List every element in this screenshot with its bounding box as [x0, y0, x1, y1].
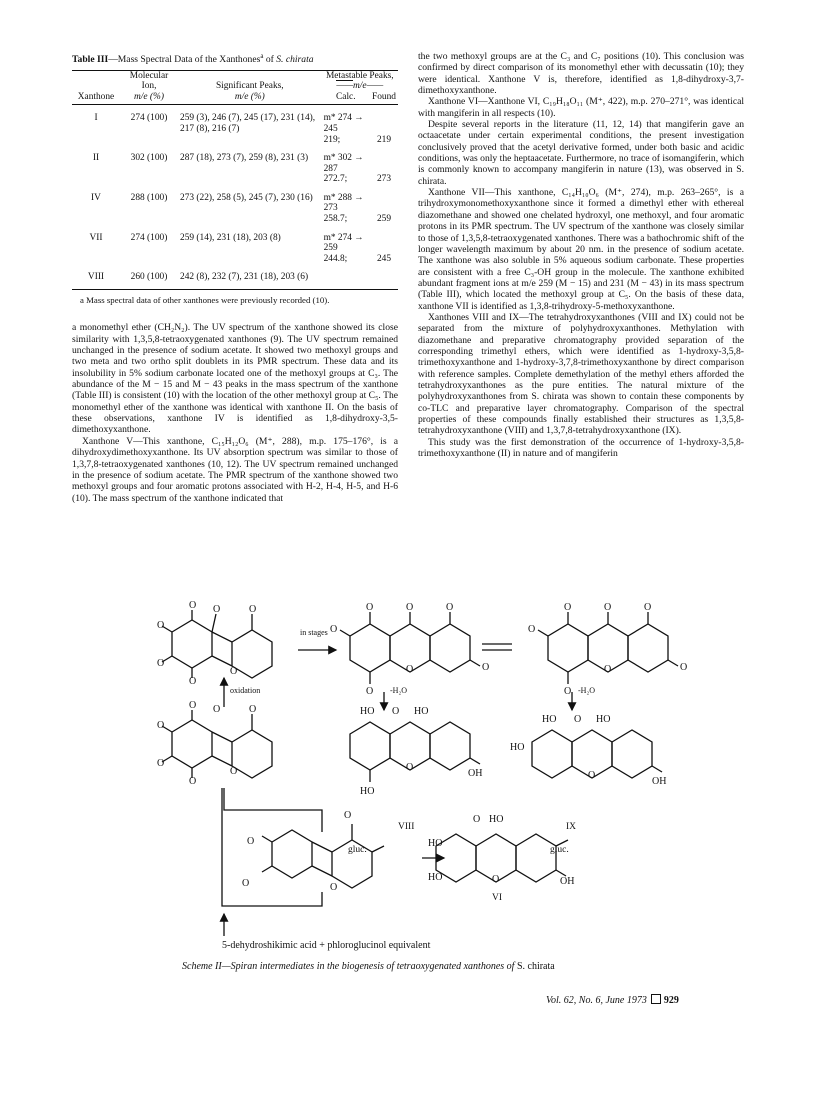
svg-text:OH: OH [652, 776, 667, 787]
svg-text:O: O [492, 874, 500, 885]
table-row: VIII 260 (100) 242 (8), 232 (7), 231 (18), 203 (6) [72, 264, 398, 289]
svg-text:O: O [189, 776, 197, 787]
svg-text:O: O [366, 686, 374, 697]
svg-text:O: O [604, 664, 612, 675]
svg-text:O: O [157, 658, 165, 669]
svg-text:OH: OH [468, 768, 483, 779]
svg-text:O: O [247, 836, 255, 847]
label-viii: VIII [398, 822, 415, 832]
label-gluc-1: gluc. [348, 845, 367, 855]
svg-text:O: O [230, 766, 238, 777]
label-vi: VI [492, 893, 503, 903]
svg-text:O: O [249, 604, 257, 615]
table-row: I 274 (100) 259 (3), 246 (7), 245 (17), 231 (14), 217 (8), 216 (7) m* 274 → 245 219; 219 [94, 113, 392, 145]
xanthone-ix-structure [532, 730, 662, 778]
svg-text:O: O [604, 602, 612, 613]
svg-text:O: O [189, 700, 197, 711]
svg-text:HO: HO [414, 706, 429, 717]
svg-text:O: O [213, 604, 221, 615]
svg-text:O: O [330, 624, 338, 635]
svg-text:O: O [406, 762, 414, 773]
svg-text:O: O [574, 714, 582, 725]
svg-text:HO: HO [542, 714, 557, 725]
xanthone-viii-structure [350, 722, 483, 782]
svg-text:O: O [249, 704, 257, 715]
svg-text:O: O [157, 758, 165, 769]
svg-text:O: O [392, 706, 400, 717]
label-ix: IX [566, 822, 577, 832]
svg-text:HO: HO [428, 838, 443, 849]
scheme-caption: Scheme II—Spiran intermediates in the biogenesis of tetraoxygenated xanthones of S. chirata [182, 961, 555, 972]
svg-text:O: O [528, 624, 536, 635]
svg-text:O: O [564, 686, 572, 697]
svg-text:HO: HO [360, 706, 375, 717]
left-column [72, 51, 398, 504]
body-paragraph: Xanthones VIII and IX—The tetrahydroxyxanthones (VIII and IX) could not be separated from the mixture of polyhydroxyxanthones. Methylation with diazomethane and preparative chromatography provided separation of the corresponding trimethyl ethers, which were identified as 1-hydroxy-3,5,8-trimethoxyxanthone and 1-hydroxy-3,7,8-trimethoxyxanthone by direct comparison with reference samples. Complete demethylation of the methyl ethers afforded the tetrahydroxyxanthones as the pure entities. The natural mixture of the polyhydroxyxanthones from S. chirata was shown to contain these components by co-TLC and preparative layer chromatography. Comparison of the spectral properties of these compounds finally established their structures as 1,3,5,8-tetrahydroxyxanthone (VIII) and 1,3,7,8-tetrahydroxyxanthone (IX). [418, 311, 744, 437]
svg-text:HO: HO [510, 742, 525, 753]
label-minus-h2o-1: -H₂O [390, 686, 408, 695]
scheme-ii-diagram [72, 592, 744, 992]
table-footnote: a Mass spectral data of other xanthones were previously recorded (10). [80, 295, 330, 306]
page-footer: Vol. 62, No. 6, June 1973 929 [546, 995, 679, 1006]
body-paragraph: This study was the first demonstration of the occurrence of 1-hydroxy-3,5,8-trimethoxyxanthone (II) in nature and of mangiferin [418, 436, 744, 460]
svg-text:O: O [406, 602, 414, 613]
svg-text:HO: HO [360, 786, 375, 797]
body-paragraph: Xanthone V—This xanthone, C₁₅H₁₂O₆ (M⁺, 288), m.p. 175–176°, is a dihydroxydimethoxyxanthone. Its UV absorption spectrum was similar to those of 1,3,7,8-tetraoxygenated xanthones (10, 12). The UV spectrum remained unchanged in the presence of sodium acetate. The PMR spectrum of the xanthone showed two methoxyl groups and four aromatic protons associated with H-2, H-4, H-5, and H-6 (10). The mass spectrum of the xanthone indicated that [72, 435, 398, 504]
body-paragraph: Despite several reports in the literature (11, 12, 14) that mangiferin gave an octaacetate under certain experimental conditions, the present investigation conclusively proved that the acetyl derivative formed, under both basic and acidic conditions, was only the heptaacetate. Furthermore, no trace of isomangiferin, which is commonly known to accompany mangiferin in nature (13), was observed in S. chirata. [418, 119, 744, 187]
svg-text:O: O [482, 662, 490, 673]
svg-text:OH: OH [560, 876, 575, 887]
svg-text:O: O [230, 666, 238, 677]
svg-text:O: O [564, 602, 572, 613]
svg-text:O: O [446, 602, 454, 613]
svg-text:O: O [644, 602, 652, 613]
body-paragraph: Xanthone VII—This xanthone, C₁₄H₁₀O₆ (M⁺, 274), m.p. 263–265°, is a trihydroxymonomethoxyxanthone since it formed a dimethyl ether with ethereal diazomethane and showed one chelated hydroxyl, one methoxyl, and four aromatic protons in its PMR spectrum. The UV spectrum of the xanthone was closely similar to those of 1,3,5,8-tetraoxygenated xanthones. There was a bathochromic shift of the longer wavelength maximum by about 20 nm. in the presence of sodium acetate. The xanthone was also soluble in 5% aqueous sodium carbonate. These properties are consistent with a free C₃-OH group in the molecule. The xanthone exhibited abundant fragment ions at m/e 259 (M − 15) and 231 (M − 43) in its mass spectrum (Table III), which located the methoxyl group at C₅. On the basis of these data, xanthone VII is identified as 1,3,8-trihydroxy-5-methoxyxanthone. [418, 187, 744, 312]
label-in-stages: in stages [300, 628, 328, 637]
svg-text:O: O [242, 878, 250, 889]
svg-text:HO: HO [489, 814, 504, 825]
label-gluc-2: gluc. [550, 845, 569, 855]
table-row: IV 288 (100) 273 (22), 258 (5), 245 (7), 230 (16) m* 288 → 273 258.7; 259 [91, 192, 392, 225]
spiran-structure-2 [162, 710, 272, 778]
precursor-label: 5-dehydroshikimic acid + phloroglucinol equivalent [222, 940, 431, 951]
spiran-structure-3 [262, 824, 384, 888]
body-paragraph: a monomethyl ether (CH₂N₂). The UV spectrum of the xanthone showed its close similarity with 1,3,5,8-tetraoxygenated xanthones (9). The UV spectrum remained unchanged in the presence of sodium acetate. It showed two methoxyl groups and two meta and two ortho split doublets in its PMR spectrum. These data and its insolubility in 5% sodium carbonate located one of the methoxyl groups at C₃. The abundance of the M − 15 and M − 43 peaks in the mass spectrum of the xanthone (Table III) is consistent (10) with the location of the other methoxyl group at C₅. The monomethyl ether of the xanthone was identical with xanthone II. On the basis of these observations, xanthone IV is identified as 1,8-dihydroxy-3,5-dimethoxyxanthone. [72, 322, 398, 436]
svg-text:HO: HO [428, 872, 443, 883]
body-paragraph: Xanthone VI—Xanthone VI, C₁₉H₁₈O₁₁ (M⁺, 422), m.p. 270–271°, was identical with mangiferin in all respects (10). [418, 96, 744, 119]
table-caption: Table III—Mass Spectral Data of the Xanthones$^a$ of S. chirata [72, 52, 314, 66]
xanthone-vi-structure [436, 834, 568, 882]
square-icon [651, 994, 661, 1004]
branch-lines [224, 788, 322, 832]
svg-text:O: O [680, 662, 688, 673]
right-column [418, 51, 744, 459]
label-minus-h2o-2: -H₂O [578, 686, 596, 695]
table-row: VII 274 (100) 259 (14), 231 (18), 203 (8) m* 274 → 259 244.8; 245 [89, 232, 392, 264]
svg-text:O: O [213, 704, 221, 715]
label-oxidation: oxidation [230, 686, 261, 695]
mass-spectral-table: Molecular Metastable Peaks, Ion, Significant Peaks, ——m/e—— Xanthone m/e (%) m/e (%) Calc. Found I 274 (100) 259 (3), 246 (7), 245 (17), 231 (14), 217 (8), 216 (7) m* 274 → 245 219; 219 II 302 (100) 287 (18), 273 (7), 259 (8), 231 (3) m* 302 → 287 272.7; 273 IV 288 (100) 273 (22), 258 (5), 245 (7), 230 (16) m* 288 → 273 258.7; 259 VII 274 (100) 259 (14), 231 (18), 203 (8) m* 274 → 259 244.8; 245 VIII 260 (100) 242 (8), 232 (7), 231 (18), 203 (6) [72, 70, 398, 291]
svg-text:HO: HO [596, 714, 611, 725]
svg-text:O: O [344, 810, 352, 821]
svg-text:O: O [473, 814, 481, 825]
svg-text:O: O [330, 882, 338, 893]
table-row: II 302 (100) 287 (18), 273 (7), 259 (8), 231 (3) m* 302 → 287 272.7; 273 [92, 153, 392, 185]
svg-text:O: O [157, 620, 165, 631]
body-paragraph: the two methoxyl groups are at the C₃ and C₇ positions (10). This conclusion was confirmed by direct comparison of its monomethyl ether with decussatin (10); they were identical. Xanthone V is, therefore, identified as 1,8-dihydroxy-3,7-dimethoxyxanthone. [418, 51, 744, 97]
svg-text:O: O [189, 676, 197, 687]
spiran-structure-1 [162, 610, 272, 678]
svg-text:O: O [189, 600, 197, 611]
svg-text:O: O [366, 602, 374, 613]
svg-text:O: O [157, 720, 165, 731]
svg-text:O: O [588, 770, 596, 781]
svg-text:O: O [406, 664, 414, 675]
